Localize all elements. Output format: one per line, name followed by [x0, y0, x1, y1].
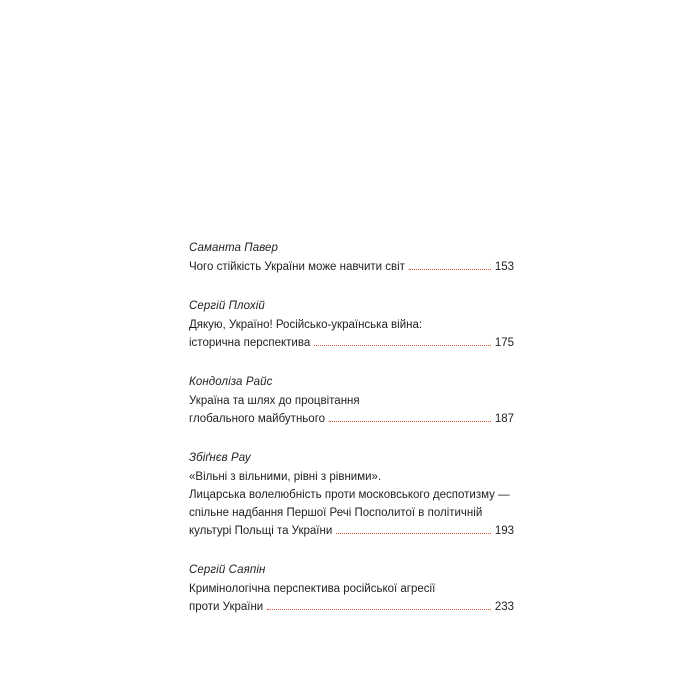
- page-number: 193: [494, 525, 514, 537]
- entry-author: Сергій Плохій: [189, 300, 265, 312]
- entry-title-line: Україна та шлях до процвітання: [189, 395, 360, 407]
- entry-author: Саманта Павер: [189, 242, 279, 254]
- entry-title-last-line: [189, 522, 514, 540]
- entry-title-last-line: [189, 410, 514, 428]
- entry-author: Кондоліза Райс: [189, 376, 273, 388]
- page-number: 233: [494, 601, 514, 613]
- dot-leader: [409, 268, 491, 270]
- dot-leader: [314, 344, 491, 346]
- entry-title-text: глобального майбутнього: [189, 413, 326, 425]
- page-number: 187: [494, 413, 514, 425]
- table-of-contents: [189, 239, 514, 637]
- entry-title-text: культурі Польщі та України: [189, 525, 333, 537]
- toc-entry[interactable]: [189, 561, 514, 616]
- entry-title-line: «Вільні з вільними, рівні з рівними».: [189, 471, 382, 483]
- toc-entry[interactable]: [189, 449, 514, 540]
- toc-entry[interactable]: [189, 239, 514, 276]
- entry-title-last-line: [189, 334, 514, 352]
- toc-entry[interactable]: [189, 373, 514, 428]
- page-number: 175: [494, 337, 514, 349]
- entry-title-text: проти України: [189, 601, 264, 613]
- dot-leader: [336, 532, 491, 534]
- toc-entry[interactable]: [189, 297, 514, 352]
- entry-author: Сергій Саяпін: [189, 564, 266, 576]
- entry-title-last-line: [189, 258, 514, 276]
- entry-title-line: спільне надбання Першої Речі Посполитої в політичній: [189, 507, 483, 519]
- entry-author: Збіґнєв Рау: [189, 452, 251, 464]
- entry-title-line: Лицарська волелюбність проти московського деспотизму —: [189, 489, 510, 501]
- entry-title-line: Дякую, Україно! Російсько-українська війна:: [189, 319, 423, 331]
- page-number: 153: [494, 261, 514, 273]
- dot-leader: [267, 608, 491, 610]
- entry-title-line: Кримінологічна перспектива російської агресії: [189, 583, 436, 595]
- entry-title-last-line: [189, 598, 514, 616]
- entry-title-text: історична перспектива: [189, 337, 311, 349]
- entry-title-text: Чого стійкість України може навчити світ: [189, 261, 405, 273]
- dot-leader: [329, 420, 491, 422]
